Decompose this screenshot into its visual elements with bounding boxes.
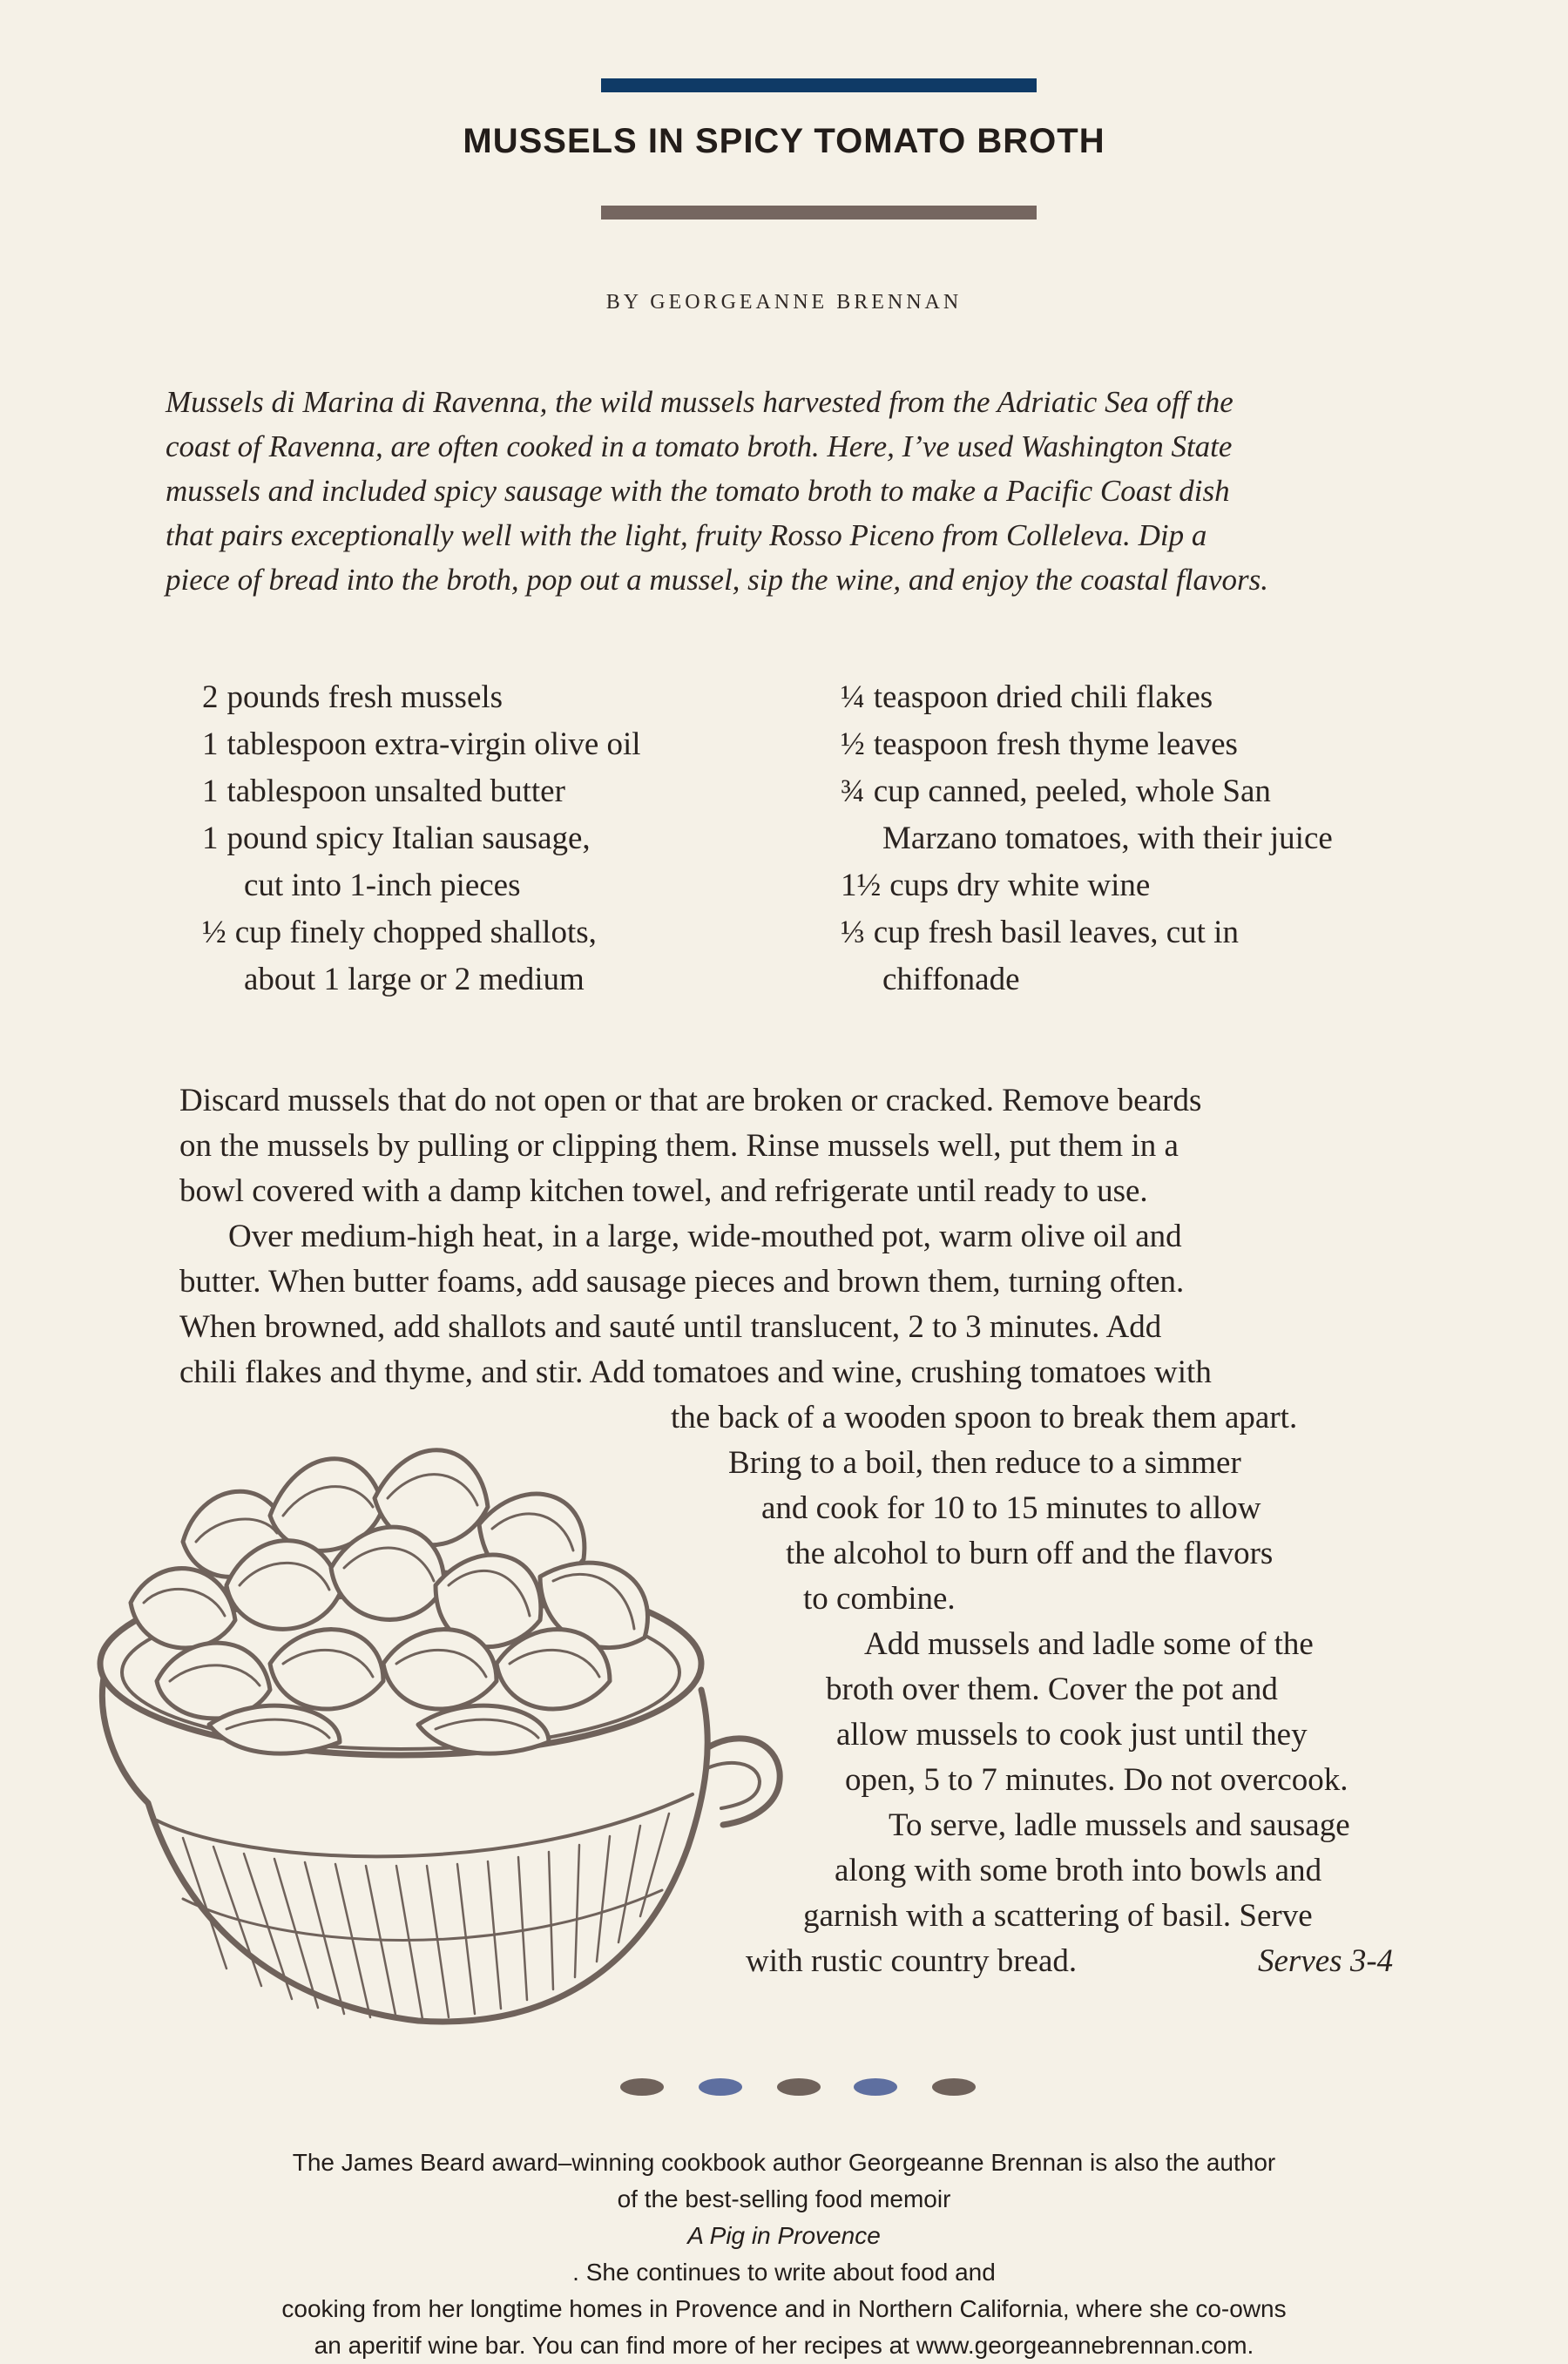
ingredient-item [841,909,1503,956]
recipe-title: MUSSELS IN SPICY TOMATO BROTH [463,122,1105,160]
bio-line: an aperitif wine bar. You can find more of her recipes at www.georgeannebrennan.com. [314,2332,1254,2359]
method-line: open, 5 to 7 minutes. Do not overcook. [845,1762,1348,1798]
author-bio [0,2144,1568,2364]
ingredient-qty: ¾ [841,773,865,809]
bottom-rule [601,206,1037,220]
method-line: Bring to a boil, then reduce to a simmer [728,1445,1241,1481]
method-line: Add mussels and ladle some of the [864,1626,1314,1662]
method-line: Over medium-high heat, in a large, wide-mouthed pot, warm olive oil and [228,1219,1182,1254]
ingredient-qty: 1½ [841,868,882,903]
ingredient-item [841,674,1503,721]
method-line: the back of a wooden spoon to break them apart. [671,1400,1298,1435]
intro-line: Mussels di Marina di Ravenna, the wild mussels harvested from the Adriatic Sea off the [166,385,1233,419]
ingredient-item [202,909,812,956]
ornament-dot [777,2078,821,2096]
byline: BY GEORGEANNE BRENNAN [605,291,963,314]
method-line: and cook for 10 to 15 minutes to allow [761,1490,1261,1526]
method-line: allow mussels to cook just until they [836,1717,1308,1753]
ingredient-text: pounds fresh mussels [226,679,504,715]
ingredient-qty: ½ [202,915,226,950]
method-line: garnish with a scattering of basil. Serve [803,1898,1313,1934]
ingredient-qty: ⅓ [841,915,865,950]
serves-note: Serves 3-4 [1258,1943,1394,1979]
intro-line: that pairs exceptionally well with the light, fruity Rosso Piceno from Colleleva. Dip a [166,518,1207,552]
ingredient-qty: 1 [202,821,219,856]
ingredient-text: tablespoon unsalted butter [226,773,565,809]
ingredient-item [841,721,1503,768]
ingredient-text: cup fresh basil leaves, cut in [873,915,1239,950]
ingredients-right-column [841,674,1503,1003]
mussel-pot-illustration [52,1429,801,2056]
bio-text: . She continues to write about food and [572,2259,996,2286]
method-line: on the mussels by pulling or clipping them. Rinse mussels well, put them in a [179,1128,1179,1164]
ingredient-qty: 2 [202,679,219,715]
intro-line: mussels and included spicy sausage with the tomato broth to make a Pacific Coast dish [166,474,1230,508]
method-line: When browned, add shallots and sauté until translucent, 2 to 3 minutes. Add [179,1309,1162,1345]
ingredient-text: teaspoon fresh thyme leaves [873,726,1238,762]
ingredient-text: cup canned, peeled, whole San [873,773,1271,809]
method-line: the alcohol to burn off and the flavors [786,1536,1274,1571]
ingredient-qty: 1 [202,773,219,809]
method-line: Discard mussels that do not open or that are broken or cracked. Remove beards [179,1083,1202,1118]
method-line: To serve, ladle mussels and sausage [889,1807,1350,1843]
ingredient-item [202,721,812,768]
ornament-dot [699,2078,742,2096]
ingredient-text: cup finely chopped shallots, [234,915,597,950]
ornament-dots [620,2078,986,2099]
ingredient-item [841,768,1503,815]
ingredient-continuation: Marzano tomatoes, with their juice [882,821,1333,856]
ingredient-text: pound spicy Italian sausage, [226,821,591,856]
ingredient-text: cups dry white wine [889,868,1151,903]
ingredient-item [202,768,812,815]
ingredient-qty: ¼ [841,679,865,715]
ingredient-continuation: chiffonade [882,962,1020,997]
intro-line: piece of bread into the broth, pop out a mussel, sip the wine, and enjoy the coastal flavors. [166,563,1268,597]
method-line: chili flakes and thyme, and stir. Add tomatoes and wine, crushing tomatoes with [179,1354,1212,1390]
method-line: along with some broth into bowls and [835,1853,1322,1888]
method-line: butter. When butter foams, add sausage pieces and brown them, turning often. [179,1264,1185,1300]
method-line: with rustic country bread. [746,1943,1078,1979]
ingredient-item [202,815,812,862]
bio-line [0,2181,1568,2291]
intro-paragraph [166,380,1472,602]
ingredient-qty: 1 [202,726,219,762]
ingredient-text: teaspoon dried chili flakes [873,679,1213,715]
top-rule [601,78,1037,92]
intro-line: coast of Ravenna, are often cooked in a tomato broth. Here, I’ve used Washington State [166,429,1233,463]
ingredients-left-column [202,674,812,1003]
ingredient-item [202,674,812,721]
ingredient-continuation: cut into 1-inch pieces [244,868,521,903]
ornament-dot [854,2078,897,2096]
bio-line: cooking from her longtime homes in Provence and in Northern California, where she co-owns [281,2295,1287,2322]
method-line: bowl covered with a damp kitchen towel, and refrigerate until ready to use. [179,1173,1148,1209]
book-title: A Pig in Provence [687,2222,881,2249]
method-line: to combine. [803,1581,956,1617]
method-line: broth over them. Cover the pot and [826,1672,1278,1707]
ingredient-qty: ½ [841,726,865,762]
ornament-dot [620,2078,664,2096]
ornament-dot [932,2078,976,2096]
ingredient-continuation: about 1 large or 2 medium [244,962,585,997]
ingredient-item [841,862,1503,909]
ingredient-text: tablespoon extra-virgin olive oil [226,726,641,762]
bio-text: of the best-selling food memoir [617,2185,951,2212]
bio-line: The James Beard award–winning cookbook author Georgeanne Brennan is also the author [292,2149,1276,2176]
